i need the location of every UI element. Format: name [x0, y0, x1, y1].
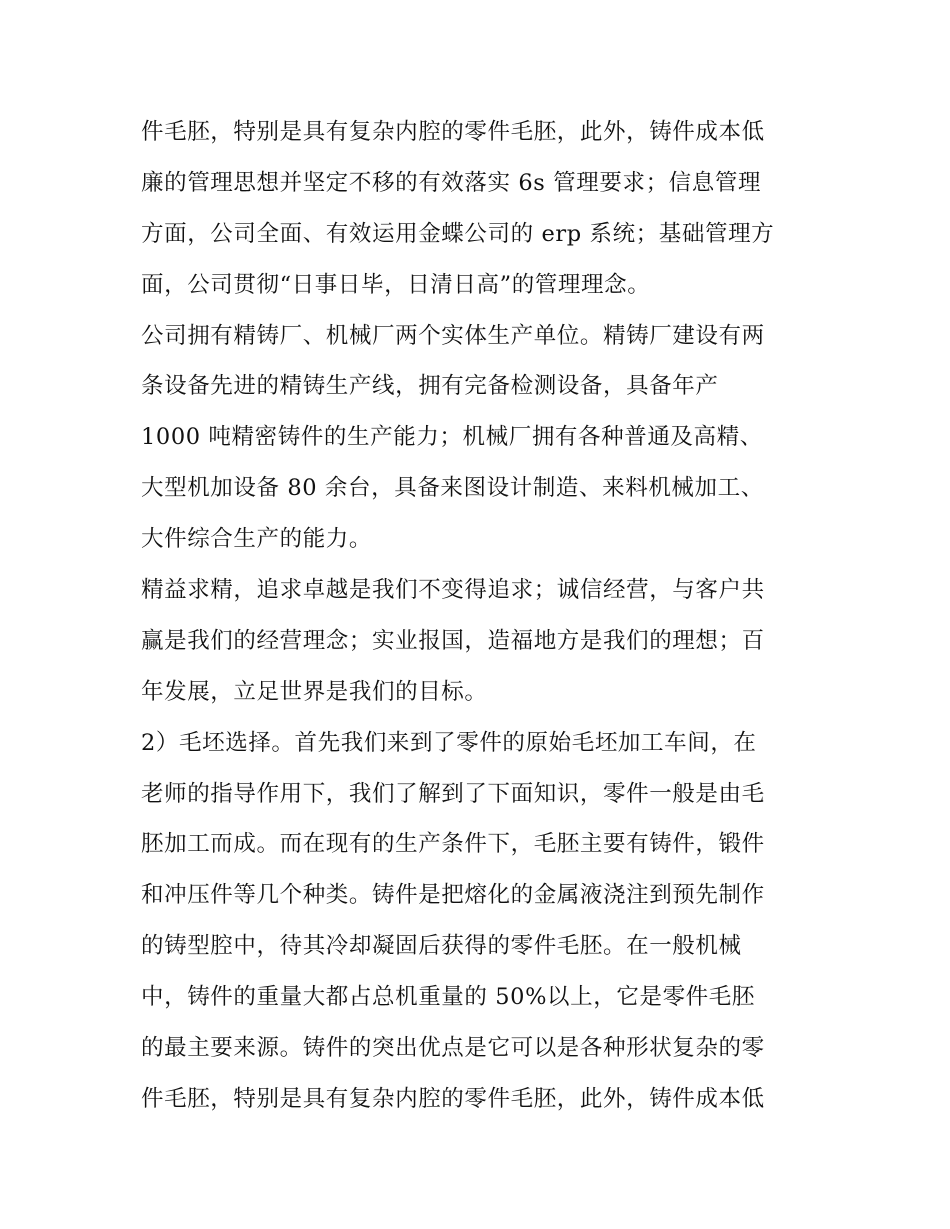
text-line: 的铸型腔中，待其冷却凝固后获得的零件毛胚。在一般机械: [141, 933, 742, 960]
text-line: 件毛胚，特别是具有复杂内腔的零件毛胚，此外，铸件成本低: [141, 1085, 765, 1112]
text-line: 条设备先进的精铸生产线，拥有完备检测设备，具备年产: [141, 373, 719, 400]
text-line: 赢是我们的经营理念；实业报国，造福地方是我们的理想；百: [141, 627, 765, 654]
text-line: 大型机加设备 80 余台，具备来图设计制造、来料机械加工、: [141, 475, 764, 502]
text-line: 年发展，立足世界是我们的目标。: [141, 678, 488, 705]
text-line: 中，铸件的重量大都占总机重量的 50%以上，它是零件毛胚: [141, 984, 755, 1011]
text-line: 大件综合生产的能力。: [141, 526, 373, 553]
text-line: 2）毛坯选择。首先我们来到了零件的原始毛坯加工车间，在: [141, 729, 757, 756]
body-text: [141, 107, 821, 1125]
text-line: 胚加工而成。而在现有的生产条件下，毛胚主要有铸件，锻件: [141, 831, 765, 858]
text-line: 的最主要来源。铸件的突出优点是它可以是各种形状复杂的零: [141, 1035, 765, 1062]
text-line: 廉的管理思想并坚定不移的有效落实 6s 管理要求；信息管理: [141, 169, 762, 196]
text-line: 和冲压件等几个种类。铸件是把熔化的金属液浇注到预先制作: [141, 882, 765, 909]
text-line: 件毛胚，特别是具有复杂内腔的零件毛胚，此外，铸件成本低: [141, 119, 765, 145]
text-line: 1000 吨精密铸件的生产能力；机械厂拥有各种普通及高精、: [141, 424, 763, 451]
text-line: 面，公司贯彻“日事日毕，日清日高”的管理理念。: [141, 271, 651, 298]
text-line: 方面，公司全面、有效运用金蝶公司的 erp 系统；基础管理方: [141, 220, 775, 247]
text-line: 公司拥有精铸厂、机械厂两个实体生产单位。精铸厂建设有两: [141, 322, 765, 349]
text-line: 老师的指导作用下，我们了解到了下面知识，零件一般是由毛: [141, 780, 765, 807]
text-line: 精益求精，追求卓越是我们不变得追求；诚信经营，与客户共: [141, 577, 765, 604]
